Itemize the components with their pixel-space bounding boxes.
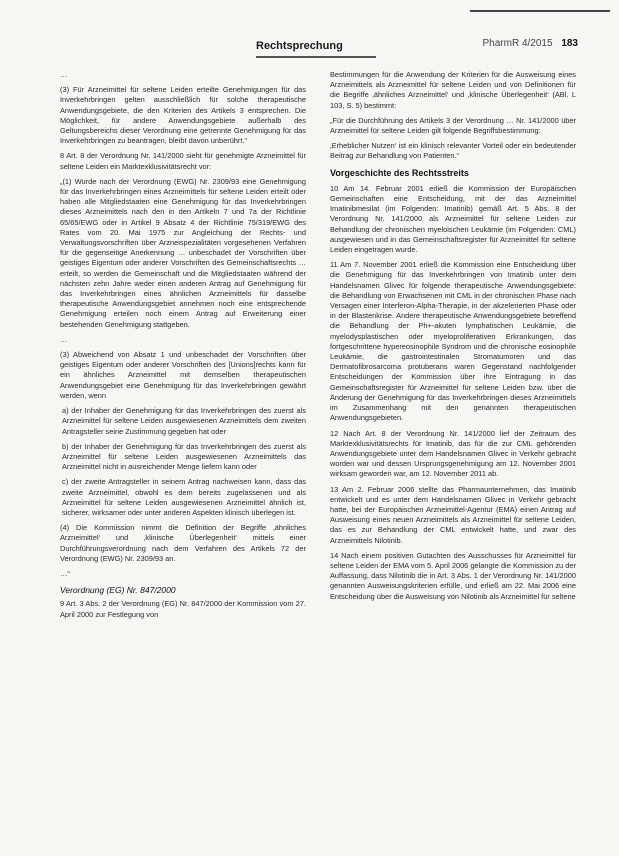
section-title: Rechtsprechung: [256, 40, 343, 52]
journal-issue: PharmR 4/2015: [482, 38, 553, 49]
page-header: [60, 30, 580, 60]
ellipsis: …“: [60, 568, 70, 578]
section-underline: [256, 56, 376, 58]
paragraph: (3) Abweichend von Absatz 1 und unbeschadet der Vorschriften über geistiges Eigentum oder anderer Vorschriften des [Unions]rechts kann für ein ähnliches Arzneimittel mit demselben therapeutischen Anwendungsgebiet eine Genehmigung für das Inverkehrbringen gewährt werden, wenn: [60, 350, 306, 400]
right-column: [330, 70, 576, 607]
paragraph: 12 Nach Art. 8 der Verordnung Nr. 141/2000 lief der Zeitraum des Marktexklusivitätsrechts für Imatinib, das für die zur CML gehörenden Anwendungsgebiete unter dem Handelsnamen Glivec in Verkehr gebracht worden war und dessen Ursprungsgenehmigung am 12. November 2001 wirksam geworden war, am 12. November 2011 ab.: [330, 428, 576, 479]
paragraph: „(1) Wurde nach der Verordnung (EWG) Nr. 2309/93 eine Genehmigung für das Inverkehrbringen eines Arzneimittels für seltene Leiden erteilt oder haben alle Mitgliedstaaten eine Genehmigung für das Inverkehrbringen dieses Arzneimittels nach den in den Artikeln 7 und 7a der Richtlinie 65/65/EWG oder in Artikel 9 Absatz 4 der Richtlinie 75/319/EWG des Rates vom 20. Mai 1975 zur Angleichung der Rechts- und Verwaltungsvorschriften über Arzneispezialitäten vorgesehenen Verfahren für die gegenseitige Anerkennung … unbeschadet der Vorschriften über geistiges Eigentum oder anderer Vorschriften des Gemeinschaftsrechts … erteilt, so werden die Gemeinschaft und die Mitgliedstaaten während der nächsten zehn Jahre weder einen anderen Antrag auf Genehmigung für das Inverkehrbringen eines ähnlichen Arzneimittels für dasselbe therapeutische Anwendungsgebiet annehmen noch eine entsprechende Genehmigung erteilen noch einem Antrag auf Erweiterung einer bestehenden Genehmigung stattgeben.: [60, 176, 306, 329]
section-heading: Vorgeschichte des Rechtsstreits: [330, 167, 469, 178]
subheading: Verordnung (EG) Nr. 847/2000: [60, 585, 176, 596]
paragraph: (4) Die Kommission nimmt die Definition der Begriffe ‚ähnliches Arzneimittel‘ und ‚klinische Überlegenheit‘ mittels einer Durchführungsverordnung nach dem Verfahren des Artikels 72 der Verordnung (EWG) Nr. 2309/93 an.: [60, 523, 306, 563]
journal-info: [482, 38, 578, 49]
paragraph: 10 Am 14. Februar 2001 erließ die Kommission der Europäischen Gemeinschaften eine Entscheidung, mit der das Arzneimittel Imatinibmesilat (im Folgenden: Imatinib) gemäß Art. 5 Abs. 8 der Verordnung Nr. 141/2000 als Arzneimittel für seltene Leiden zur Behandlung der chronischen myeloischen Leukämie (im Folgenden: CML) ausgewiesen und in das Gemeinschaftsregister für Arzneimittel für seltene Leiden eingetragen wurde.: [330, 183, 576, 255]
left-column: [60, 70, 306, 625]
list-item: c) der zweite Antragsteller in seinem Antrag nachweisen kann, dass das zweite Arzneimittel, obwohl es dem bereits zugelassenen und als Arzneimittel für seltene Leiden ausgewiesenen Arzneimittel ähnlich ist, sicherer, wirksamer oder unter anderen Aspekten klinisch überlegen ist.: [62, 477, 306, 517]
list-item: b) der Inhaber der Genehmigung für das Inverkehrbringen des zuerst als Arzneimittel für seltene Leiden ausgewiesenen Arzneimittels das Arzneimittel nicht in ausreichender Menge liefern kann oder: [62, 441, 306, 472]
paragraph: ‚Erheblicher Nutzen‘ ist ein klinisch relevanter Vorteil oder ein bedeutender Beitrag zur Behandlung von Patienten.“: [330, 141, 576, 161]
paragraph: 9 Art. 3 Abs. 2 der Verordnung (EG) Nr. 847/2000 der Kommission vom 27. April 2000 zur Festlegung von: [60, 599, 306, 619]
paragraph: 11 Am 7. November 2001 erließ die Kommission eine Entscheidung über die Genehmigung für das Inverkehrbringen von Imatinib unter dem Handelsnamen Glivec für folgende therapeutische Anwendungsgebiete: die Behandlung von Erwachsenen mit CML in der chronischen Phase nach Versagen einer Interferon-Alpha-Therapie, in der akzelerierten Phase oder in der Blastenkrise. Andere therapeutische Anwendungsgebiete betreffend die Behandlung der Ph+-akuten lymphatischen Leukämie, die myelodysplastischen oder myeloproliferativen Erkrankungen, das fortgeschrittene hypereosinophile Syndrom und die chronische eosinophile Leukämie, die gastrointestinalen Stromatumoren und das Dermatofibrosarcoma protuberans waren Gegenstand nachfolgender Entscheidungen der Kommission über ihre Eintragung in das Gemeinschaftsregister für Arzneimittel für seltene Leiden bzw. über die Änderung der Genehmigung für das Inverkehrbringen dieses Arzneimittels im Zusammenhang mit den genannten therapeutischen Anwendungsgebieten.: [330, 260, 576, 423]
ellipsis: …: [60, 70, 68, 79]
paragraph: 13 Am 2. Februar 2006 stellte das Pharmaunternehmen, das Imatinib entwickelt und es unter dem Handelsnamen Glivec in Verkehr gebracht hatte, bei der Europäischen Arzneimittel-Agentur (EMA) einen Antrag auf Ausweisung eines neuen Arzneimittels als Arzneimittel für seltene Leiden, das es zur Behandlung der CML entwickelt hatte, und zwar des Arzneimittels Nilotinib.: [330, 484, 576, 545]
ellipsis: …: [60, 334, 68, 344]
paragraph: Bestimmungen für die Anwendung der Kriterien für die Ausweisung eines Arzneimittels als Arzneimittel für seltene Leiden und von Definitionen für die Begriffe ‚ähnliches Arzneimittel‘ und ‚klinische Überlegenheit‘ (ABl. L 103, S. 5) bestimmt:: [330, 70, 576, 110]
paragraph: (3) Für Arzneimittel für seltene Leiden erteilte Genehmigungen für das Inverkehrbringen gelten ausschließlich für solche therapeutische Anwendungsgebiete, die den Kriterien des Artikels 3 entsprechen. Die Möglichkeit, für andere Anwendungsgebiete außerhalb des Geltungsbereichs dieser Verordnung eine getrennte Genehmigung für das Inverkehrbringen zu beantragen, bleibt davon unberührt.“: [60, 85, 306, 146]
page-number: 183: [561, 38, 578, 49]
paragraph: 8 Art. 8 der Verordnung Nr. 141/2000 sieht für genehmigte Arzneimittel für seltene Leiden ein Marktexklusivitätsrecht vor:: [60, 151, 306, 171]
paragraph: 14 Nach einem positiven Gutachten des Ausschusses für Arzneimittel für seltene Leiden der EMA vom 5. April 2006 gelangte die Kommission zu der Auffassung, dass Nilotinib die in Art. 3 Abs. 1 der Verordnung Nr. 141/2000 genannten Ausweisungskriterien erfülle, und erließ am 22. Mai 2006 eine Entscheidung über die Ausweisung von Nilotinib als Arzneimittel für seltene: [330, 550, 576, 601]
top-decor-rule: [470, 10, 610, 12]
paragraph: „Für die Durchführung des Artikels 3 der Verordnung … Nr. 141/2000 über Arzneimittel für seltene Leiden gilt folgende Begriffsbestimmung:: [330, 115, 576, 136]
list-item: a) der Inhaber der Genehmigung für das Inverkehrbringen des zuerst als Arzneimittel für seltene Leiden ausgewiesenen Arzneimittels dem zweiten Antragsteller seine Zustimmung gegeben hat oder: [62, 406, 306, 436]
